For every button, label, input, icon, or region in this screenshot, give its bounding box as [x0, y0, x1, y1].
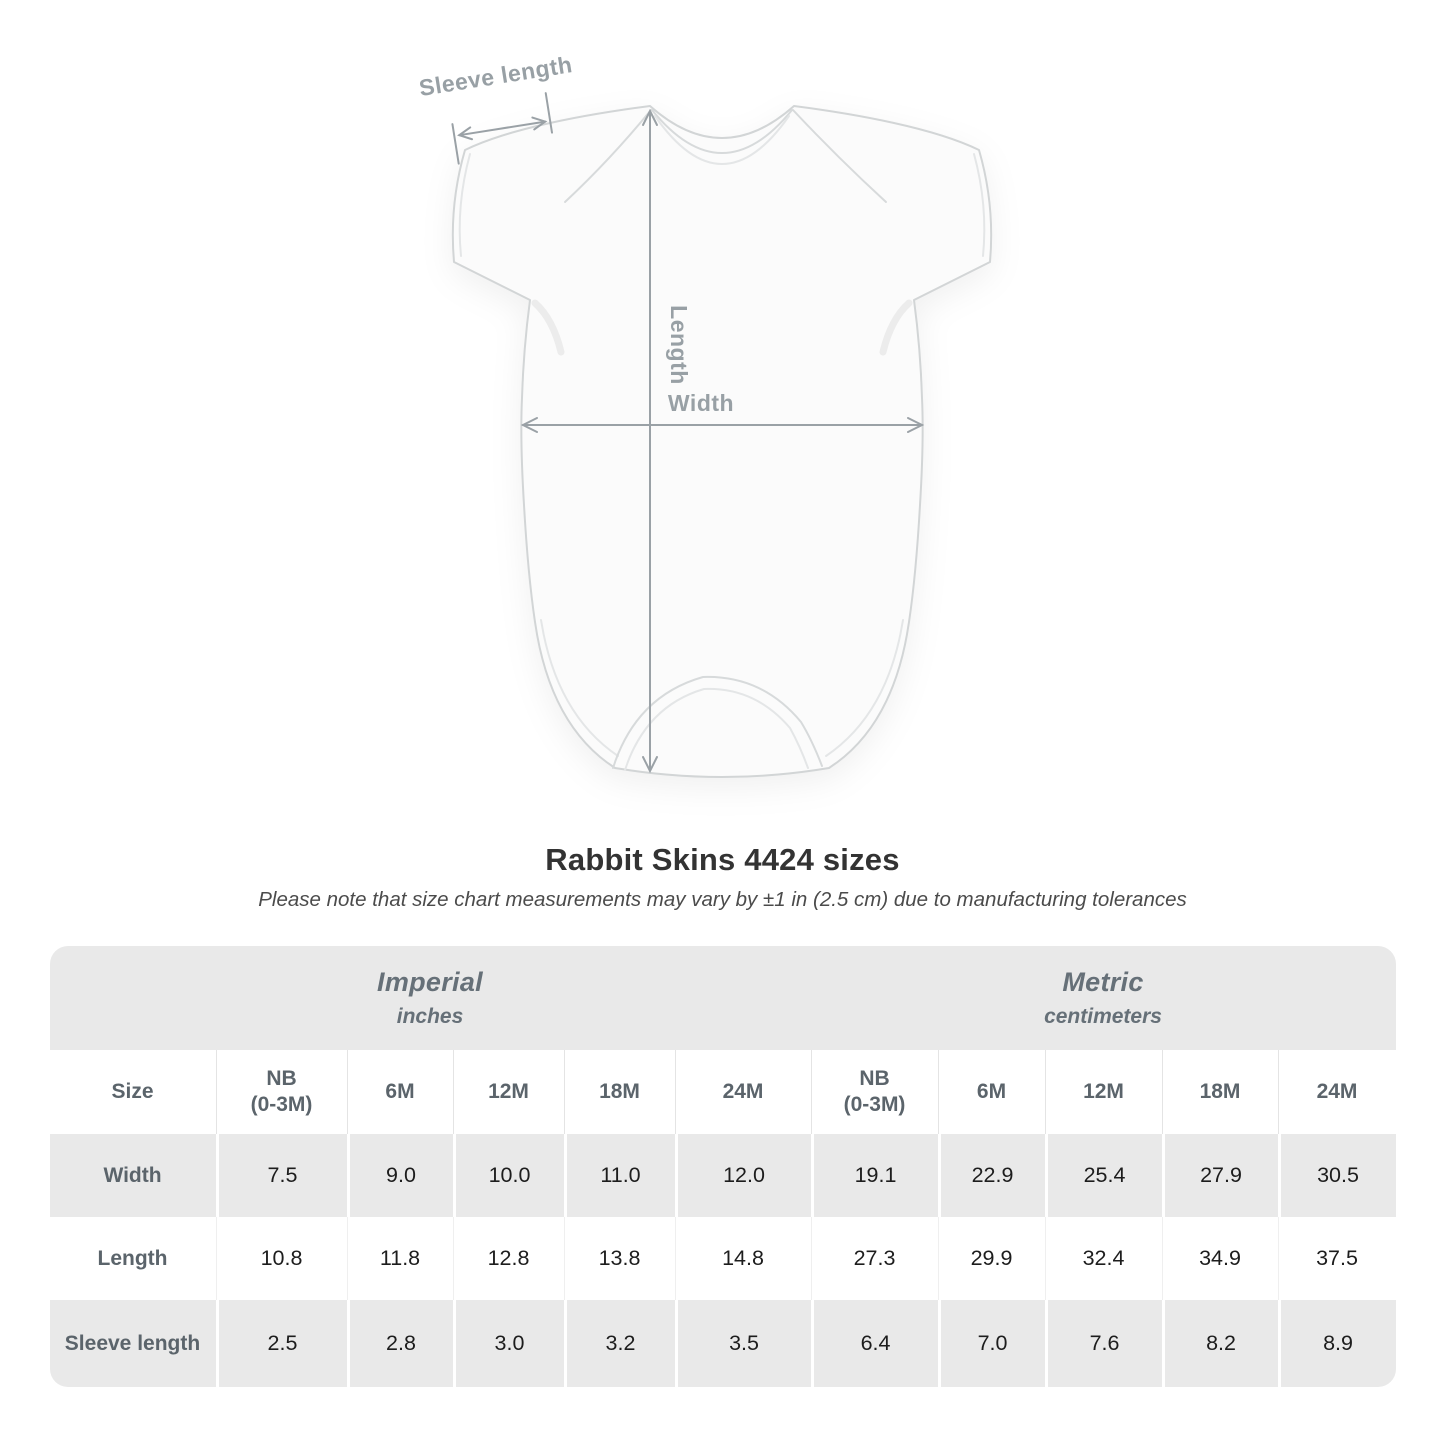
col-header-size: Size: [50, 1050, 216, 1134]
table-cell: 12.8: [453, 1217, 564, 1300]
width-label: Width: [667, 390, 735, 416]
table-cell: 7.5: [216, 1134, 347, 1217]
table-cell: 3.5: [675, 1300, 811, 1387]
page-title: Rabbit Skins 4424 sizes: [545, 842, 900, 877]
length-label: Length: [666, 305, 692, 385]
col-header: NB (0-3M): [216, 1050, 347, 1134]
sleeve-length-label: Sleeve length: [417, 51, 575, 102]
metric-label: Metric: [1062, 967, 1144, 997]
table-cell: 10.8: [216, 1217, 347, 1300]
table-cell: 3.2: [564, 1300, 675, 1387]
table-row-width: [50, 1134, 1396, 1217]
row-label-length: Length: [50, 1217, 216, 1300]
table-cell: 7.6: [1045, 1300, 1162, 1387]
table-cell: 32.4: [1045, 1217, 1162, 1300]
table-cell: 25.4: [1045, 1134, 1162, 1217]
table-cell: 9.0: [347, 1134, 453, 1217]
size-table: [50, 946, 1396, 1387]
col-header: 12M: [1045, 1050, 1162, 1134]
table-cell: 27.3: [811, 1217, 938, 1300]
table-cell: 37.5: [1278, 1217, 1396, 1300]
table-cell: 11.8: [347, 1217, 453, 1300]
col-header: 18M: [564, 1050, 675, 1134]
imperial-section-header: [50, 946, 811, 1050]
bodysuit-outline: [453, 106, 991, 777]
col-header: 18M: [1162, 1050, 1278, 1134]
col-header: NB (0-3M): [811, 1050, 938, 1134]
tolerance-note: Please note that size chart measurements may vary by ±1 in (2.5 cm) due to manufacturing tolerances: [258, 888, 1187, 911]
column-header-row: [50, 1050, 1396, 1134]
table-cell: 27.9: [1162, 1134, 1278, 1217]
table-row-length: [50, 1217, 1396, 1300]
table-cell: 10.0: [453, 1134, 564, 1217]
table-cell: 13.8: [564, 1217, 675, 1300]
imperial-unit: inches: [396, 1005, 464, 1028]
table-cell: 19.1: [811, 1134, 938, 1217]
table-cell: 34.9: [1162, 1217, 1278, 1300]
table-cell: 22.9: [938, 1134, 1045, 1217]
col-header: 6M: [347, 1050, 453, 1134]
table-cell: 7.0: [938, 1300, 1045, 1387]
col-header: 24M: [1278, 1050, 1396, 1134]
bodysuit-illustration: [453, 106, 991, 777]
table-cell: 8.9: [1278, 1300, 1396, 1387]
imperial-label: Imperial: [377, 967, 483, 997]
table-cell: 29.9: [938, 1217, 1045, 1300]
table-cell: 30.5: [1278, 1134, 1396, 1217]
table-cell: 6.4: [811, 1300, 938, 1387]
table-cell: 14.8: [675, 1217, 811, 1300]
row-label-width: Width: [50, 1134, 216, 1217]
table-row-sleeve-length: [50, 1300, 1396, 1387]
col-header: 24M: [675, 1050, 811, 1134]
metric-section-header: [811, 946, 1396, 1050]
table-cell: 2.5: [216, 1300, 347, 1387]
col-header: 6M: [938, 1050, 1045, 1134]
table-cell: 11.0: [564, 1134, 675, 1217]
row-label-sleeve-length: Sleeve length: [50, 1300, 216, 1387]
table-cell: 12.0: [675, 1134, 811, 1217]
metric-unit: centimeters: [1044, 1005, 1162, 1028]
unit-band-row: [50, 946, 1396, 1050]
table-cell: 8.2: [1162, 1300, 1278, 1387]
table-cell: 2.8: [347, 1300, 453, 1387]
table-cell: 3.0: [453, 1300, 564, 1387]
col-header: 12M: [453, 1050, 564, 1134]
